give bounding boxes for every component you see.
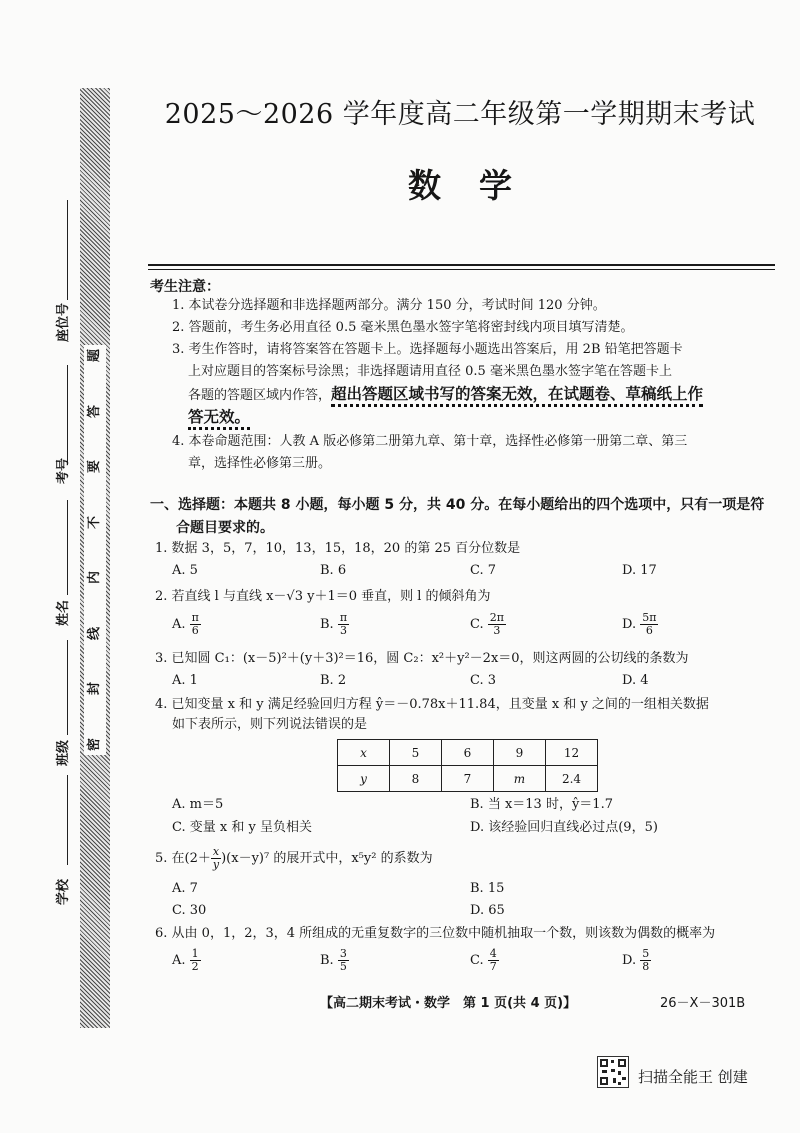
option-label: D. xyxy=(622,617,637,632)
data-table xyxy=(337,739,598,792)
frac-den: y xyxy=(212,858,220,871)
q2-option-b xyxy=(320,612,349,637)
option-label: C. xyxy=(470,953,484,968)
seal-char: 不 xyxy=(87,515,103,529)
page-footer: 【高二期末考试・数学 第 1 页(共 4 页)】 xyxy=(320,996,577,1011)
frac-den: 2 xyxy=(191,960,199,973)
notice-emphasis: 答无效。 xyxy=(188,408,250,430)
exam-title: 2025～2026 学年度高二年级第一学期期末考试 xyxy=(164,99,756,130)
notice-item-4-cont: 章，选择性必修第三册。 xyxy=(188,456,332,471)
seal-char: 答 xyxy=(87,404,103,418)
option-label: C. xyxy=(470,617,484,632)
section-heading xyxy=(150,494,775,540)
frac-num: 5π xyxy=(642,611,657,624)
field-line-class xyxy=(67,640,68,735)
frac-den: 6 xyxy=(191,624,199,637)
table-cell: m xyxy=(494,766,546,792)
q5-option-c: C. 30 xyxy=(172,903,207,918)
frac-den: 6 xyxy=(645,624,653,637)
question-6-stem: 6. 从由 0，1，2，3，4 所组成的无重复数字的三位数中随机抽取一个数，则该数为偶数的概率为 xyxy=(155,926,716,941)
field-line-name xyxy=(67,500,68,595)
q1-option-d: D. 17 xyxy=(622,563,657,578)
question-1-stem: 1. 数据 3，5，7，10，13，15，18，20 的第 25 百分位数是 xyxy=(155,541,521,556)
option-label: A. xyxy=(172,953,186,968)
q1-option-c: C. 7 xyxy=(470,563,497,578)
q4-option-c: C. 变量 x 和 y 呈负相关 xyxy=(172,820,312,835)
fraction xyxy=(488,948,499,973)
table-cell: 5 xyxy=(390,740,442,766)
q2-option-d xyxy=(622,612,658,637)
q2-option-a xyxy=(172,612,201,637)
table-cell: 7 xyxy=(442,766,494,792)
q5-option-b: B. 15 xyxy=(470,881,505,896)
fraction xyxy=(190,612,201,637)
option-label: B. xyxy=(320,617,334,632)
field-label-class: 班级 xyxy=(56,739,71,766)
frac-num: x xyxy=(212,845,220,858)
question-4-stem: 4. 已知变量 x 和 y 满足经验回归方程 ŷ＝－0.78x＋11.84，且变量 x 和 y 之间的一组相关数据 xyxy=(155,697,709,712)
frac-num: π xyxy=(191,611,199,624)
question-4-stem-cont: 如下表所示，则下列说法错误的是 xyxy=(172,717,368,732)
notice-item-3-cont: 上对应题目的答案标号涂黑；非选择题请用直径 0.5 毫米黑色墨水签字笔在答题卡上 xyxy=(188,364,672,379)
notice-heading: 考生注意： xyxy=(150,279,220,295)
q5-option-d: D. 65 xyxy=(470,903,505,918)
q3-option-a: A. 1 xyxy=(172,673,198,688)
fraction xyxy=(338,612,349,637)
field-line-seat xyxy=(67,200,68,300)
frac-num: 1 xyxy=(191,947,199,960)
notice-item-3-cont3 xyxy=(188,406,250,430)
q1-option-a: A. 5 xyxy=(172,563,198,578)
qr-code-icon xyxy=(597,1056,629,1088)
field-line-exam-no xyxy=(67,365,68,465)
option-label: D. xyxy=(622,953,637,968)
qr-code-graphic xyxy=(598,1057,628,1087)
notice-item-3-cont2 xyxy=(188,383,703,407)
question-3-stem: 3. 已知圆 C₁：(x－5)²＋(y＋3)²＝16，圆 C₂：x²＋y²－2x＝0，则这两圆的公切线的条数为 xyxy=(155,651,689,666)
fraction xyxy=(640,612,658,637)
seal-strip xyxy=(84,345,106,755)
frac-num: 5 xyxy=(642,947,650,960)
seal-char: 线 xyxy=(87,626,103,640)
q6-option-a xyxy=(172,948,201,973)
q3-option-d: D. 4 xyxy=(622,673,649,688)
q6-option-d xyxy=(622,948,651,973)
table-cell: 6 xyxy=(442,740,494,766)
seal-char: 密 xyxy=(87,737,103,751)
q3-option-b: B. 2 xyxy=(320,673,347,688)
seal-char: 内 xyxy=(87,571,103,585)
frac-den: 8 xyxy=(642,960,650,973)
section-heading-line2: 合题目要求的。 xyxy=(176,520,274,536)
frac-den: 3 xyxy=(339,624,347,637)
field-label-exam-no: 考号 xyxy=(56,457,71,484)
fraction xyxy=(338,948,349,973)
fraction xyxy=(190,948,201,973)
stem-text: (2＋ xyxy=(184,851,211,866)
field-label-name: 姓名 xyxy=(56,599,71,626)
seal-char: 封 xyxy=(87,682,103,696)
notice-item-3: 3. 考生作答时，请将答案答在答题卡上。选择题每小题选出答案后，用 2B 铅笔把答题卡 xyxy=(172,342,683,357)
divider xyxy=(148,264,775,266)
paper-code: 26－X－301B xyxy=(660,996,746,1011)
table-cell: 12 xyxy=(546,740,598,766)
seal-char: 要 xyxy=(87,460,103,474)
frac-den: 3 xyxy=(493,624,501,637)
stem-text: 5. 在 xyxy=(155,851,185,866)
q3-option-c: C. 3 xyxy=(470,673,497,688)
question-2-stem: 2. 若直线 l 与直线 x－√3 y＋1＝0 垂直，则 l 的倾斜角为 xyxy=(155,589,491,604)
scanner-watermark: 扫描全能王 创建 xyxy=(638,1068,748,1086)
notice-item-2: 2. 答题前，考生务必用直径 0.5 毫米黑色墨水签字笔将密封线内项目填写清楚。 xyxy=(172,320,634,335)
frac-num: 2π xyxy=(489,611,504,624)
table-cell: 8 xyxy=(390,766,442,792)
field-line-school xyxy=(67,775,68,865)
q1-option-b: B. 6 xyxy=(320,563,347,578)
q4-option-d: D. 该经验回归直线必过点(9，5) xyxy=(470,820,658,835)
table-cell: x xyxy=(338,740,390,766)
question-5-stem xyxy=(155,846,433,871)
divider xyxy=(148,269,775,270)
frac-den: 7 xyxy=(489,960,497,973)
table-row xyxy=(338,766,598,792)
frac-num: π xyxy=(339,611,348,624)
frac-num: 3 xyxy=(339,947,347,960)
q6-option-c xyxy=(470,948,499,973)
notice-emphasis: 超出答题区域书写的答案无效，在试题卷、草稿纸上作 xyxy=(331,385,703,407)
table-row xyxy=(338,740,598,766)
table-cell: 9 xyxy=(494,740,546,766)
table-cell: y xyxy=(338,766,390,792)
stem-text: )(x－y)⁷ 的展开式中，x⁵y² 的系数为 xyxy=(221,851,433,866)
section-heading-line1: 一、选择题：本题共 8 小题，每小题 5 分，共 40 分。在每小题给出的四个选项中，只有一项是符 xyxy=(150,497,765,513)
notice-text: 各题的答题区域内作答， xyxy=(188,388,332,403)
fraction xyxy=(211,846,221,871)
q4-option-b: B. 当 x＝13 时，ŷ＝1.7 xyxy=(470,797,613,812)
q4-option-a: A. m＝5 xyxy=(172,797,224,812)
frac-den: 5 xyxy=(339,960,347,973)
frac-num: 4 xyxy=(489,947,497,960)
q5-option-a: A. 7 xyxy=(172,881,198,896)
q2-option-c xyxy=(470,612,506,637)
fraction xyxy=(488,612,506,637)
option-label: A. xyxy=(172,617,186,632)
field-label-school: 学校 xyxy=(56,878,71,905)
seal-char: 题 xyxy=(87,348,103,363)
subject-title: 数学 xyxy=(408,166,550,205)
fraction xyxy=(640,948,651,973)
option-label: B. xyxy=(320,953,334,968)
q6-option-b xyxy=(320,948,349,973)
notice-item-4: 4. 本卷命题范围：人教 A 版必修第二册第九章、第十章，选择性必修第一册第二章、第三 xyxy=(172,434,688,449)
field-label-seat: 座位号 xyxy=(56,302,71,342)
notice-item-1: 1. 本试卷分选择题和非选择题两部分。满分 150 分，考试时间 120 分钟。 xyxy=(172,298,606,313)
table-cell: 2.4 xyxy=(546,766,598,792)
